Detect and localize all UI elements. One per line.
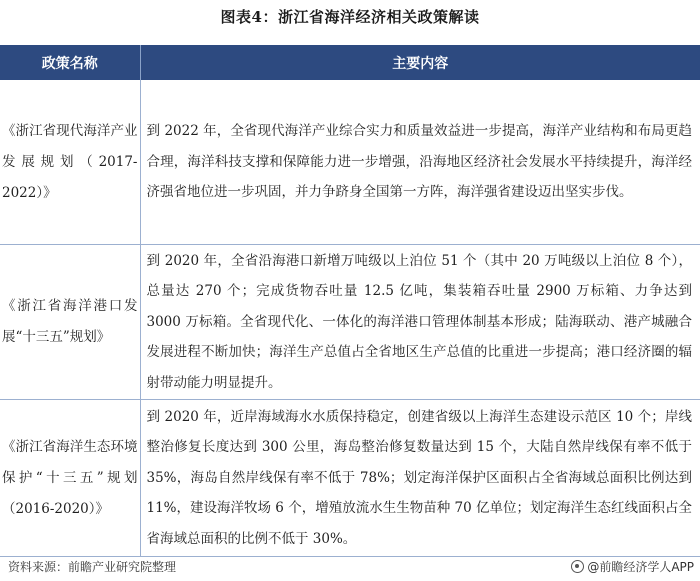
source-note: 资料来源：前瞻产业研究院整理 (8, 560, 177, 574)
chart-title: 图表4：浙江省海洋经济相关政策解读 (220, 8, 480, 26)
policy-table (0, 45, 700, 557)
policy-name-cell: 《浙江省现代海洋产业发展规划（2017-2022）》 (0, 80, 140, 245)
table-header-row (0, 45, 700, 80)
policy-content-cell: 到 2020 年，近岸海域海水水质保持稳定，创建省级以上海洋生态建设示范区 10 个；岸线整治修复长度达到 300 公里，海岛整治修复数量达到 15 个，大陆自然岸线保有率不低于 35%，海岛自然岸线保有率不低于 78%；划定海洋保护区面积占全省海域总面积比例达到 11%，建设海洋牧场 6 个，增殖放流水生生物苗种 70 亿单位；划定海洋生态红线面积占全省海域总面积的比例不低于 30%。 (140, 400, 700, 557)
header-main-content: 主要内容 (140, 45, 700, 80)
table-row (0, 400, 700, 557)
footer (0, 553, 700, 581)
policy-content-cell: 到 2022 年，全省现代海洋产业综合实力和质量效益进一步提高，海洋产业结构和布局更趋合理，海洋科技支撑和保障能力进一步增强，沿海地区经济社会发展水平持续提升，海洋经济强省地位进一步巩固，并力争跻身全国第一方阵，海洋强省建设迈出坚实步伐。 (140, 80, 700, 245)
header-policy-name: 政策名称 (0, 45, 140, 80)
policy-name-cell: 《浙江省海洋生态环境保护“十三五”规划（2016-2020）》 (0, 400, 140, 557)
brand-logo-icon (571, 560, 584, 573)
table-row (0, 80, 700, 245)
brand-attribution (571, 558, 694, 575)
brand-text: @前瞻经济学人APP (587, 560, 694, 574)
table-row (0, 245, 700, 400)
policy-content-cell: 到 2020 年，全省沿海港口新增万吨级以上泊位 51 个（其中 20 万吨级以上泊位 8 个），总量达 270 个；完成货物吞吐量 12.5 亿吨，集装箱吞吐量 2900 万标箱、力争达到 3000 万标箱。全省现代化、一体化的海洋港口管理体制基本形成；陆海联动、港产城融合发展进程不断加快；海洋生产总值占全省地区生产总值的比重进一步提高；港口经济圈的辐射带动能力明显提升。 (140, 245, 700, 400)
policy-name-cell: 《浙江省海洋港口发展“十三五”规划》 (0, 245, 140, 400)
